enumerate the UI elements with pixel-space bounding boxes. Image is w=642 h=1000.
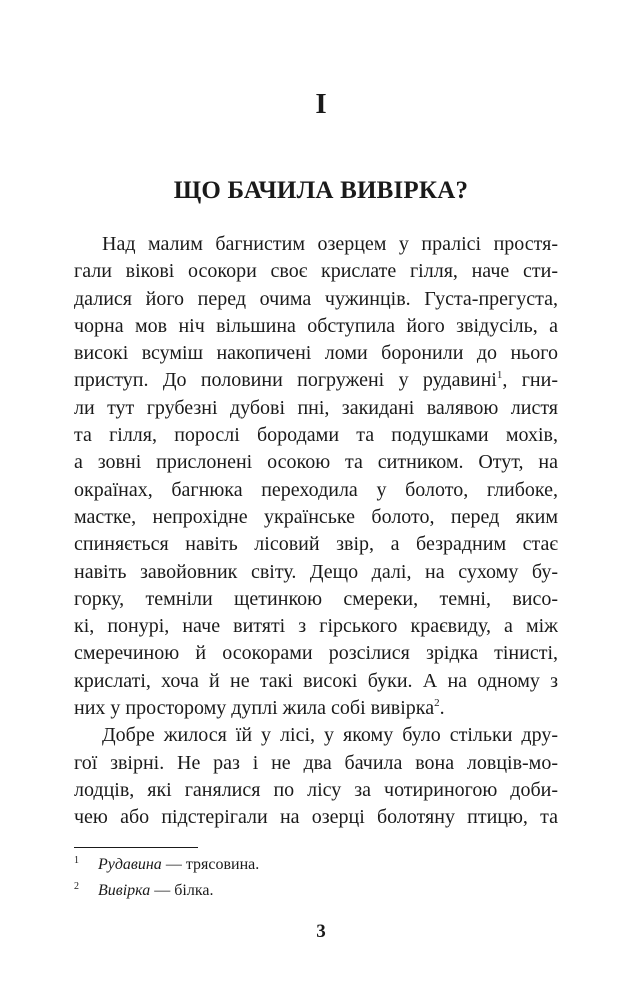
paragraph-2-line-4: чею або підстерігали на озерці болотяну птицю, та [74, 806, 558, 829]
paragraph-2-line-1: Добре жилося їй у лісі, у якому було стільки дру- [102, 724, 558, 747]
page-number: 3 [316, 921, 326, 942]
paragraph-1-line-18 [74, 695, 558, 722]
footnotes [74, 852, 558, 904]
paragraph-1-line-17: крислаті, хоча й не такі високі буки. А на одному з [74, 669, 558, 692]
paragraph-1-line-3: далися його перед очима чужинців. Густа-прегуста, [74, 287, 558, 310]
paragraph-1-line-12: спиняється навіть лісовий звір, а безрадним стає [74, 533, 558, 556]
paragraph-1-line-8: та гілля, порослі бородами та подушками мохів, [74, 424, 558, 447]
line-text: них у просторому дуплі жила собі вивірка [74, 697, 435, 720]
footnote-definition: — білка. [150, 882, 214, 899]
paragraph-1-line-16: смеречиною й осокорами розсілися зрідка тінисті, [74, 642, 558, 665]
footnote-ref-2: 2 [434, 697, 440, 710]
paragraph-1-line-6 [74, 367, 558, 394]
paragraph-2-line-2: гої звірні. Не раз і не два бачила вона ловців-мо- [74, 751, 558, 774]
footnote-ref-1: 1 [496, 369, 503, 382]
paragraph-1-line-7: ли тут грубезні дубові пні, закидані валявою листя [74, 396, 558, 419]
chapter-number: I [315, 88, 327, 120]
chapter-title: ЩО БАЧИЛА ВИВІРКА? [173, 177, 469, 204]
paragraph-1-line-1: Над малим багнистим озерцем у пралісі простя- [102, 233, 558, 255]
line-text: приступ. До половини погружені у рудавині [74, 369, 497, 392]
paragraph-1-line-9: а зовні прислонені осокою та ситником. Отут, на [74, 451, 558, 474]
footnote-term: Рудавина [98, 856, 162, 873]
footnote-term: Вивірка [98, 882, 151, 899]
paragraph-1-line-2: гали вікові осокори своє крислате гілля, наче сти- [74, 260, 558, 283]
paragraph-1-line-15: кі, понурі, наче витяті з гірського краєвиду, а між [74, 615, 558, 638]
paragraph-1-line-4: чорна мов ніч вільшина обступила його звідусіль, а [74, 314, 558, 337]
line-tail: . [439, 697, 445, 720]
body-text [74, 231, 558, 832]
footnote-divider [74, 847, 198, 848]
paragraph-1-line-5: високі всуміш накопичені ломи боронили до нього [74, 342, 558, 365]
paragraph-1-line-10: окраїнах, багнюка переходила у болото, глибоке, [74, 478, 558, 501]
footnote-definition: — трясовина. [161, 856, 260, 873]
paragraph-2-line-3: лодців, які ганялися по лісу за чотириногою доби- [74, 778, 558, 801]
footnote-1: 1 Рудавина — трясовина. [74, 855, 260, 873]
paragraph-1-line-13: навіть завойовник світу. Дещо далі, на сухому бу- [74, 560, 558, 583]
line-tail: , гни- [502, 369, 558, 392]
paragraph-1-line-11: мастке, непрохідне українське болото, перед яким [74, 505, 558, 528]
paragraph-1-line-14: горку, темніли щетинкою смереки, темні, висо- [74, 587, 558, 610]
footnote-2: 2 Вивірка — білка. [74, 881, 214, 899]
